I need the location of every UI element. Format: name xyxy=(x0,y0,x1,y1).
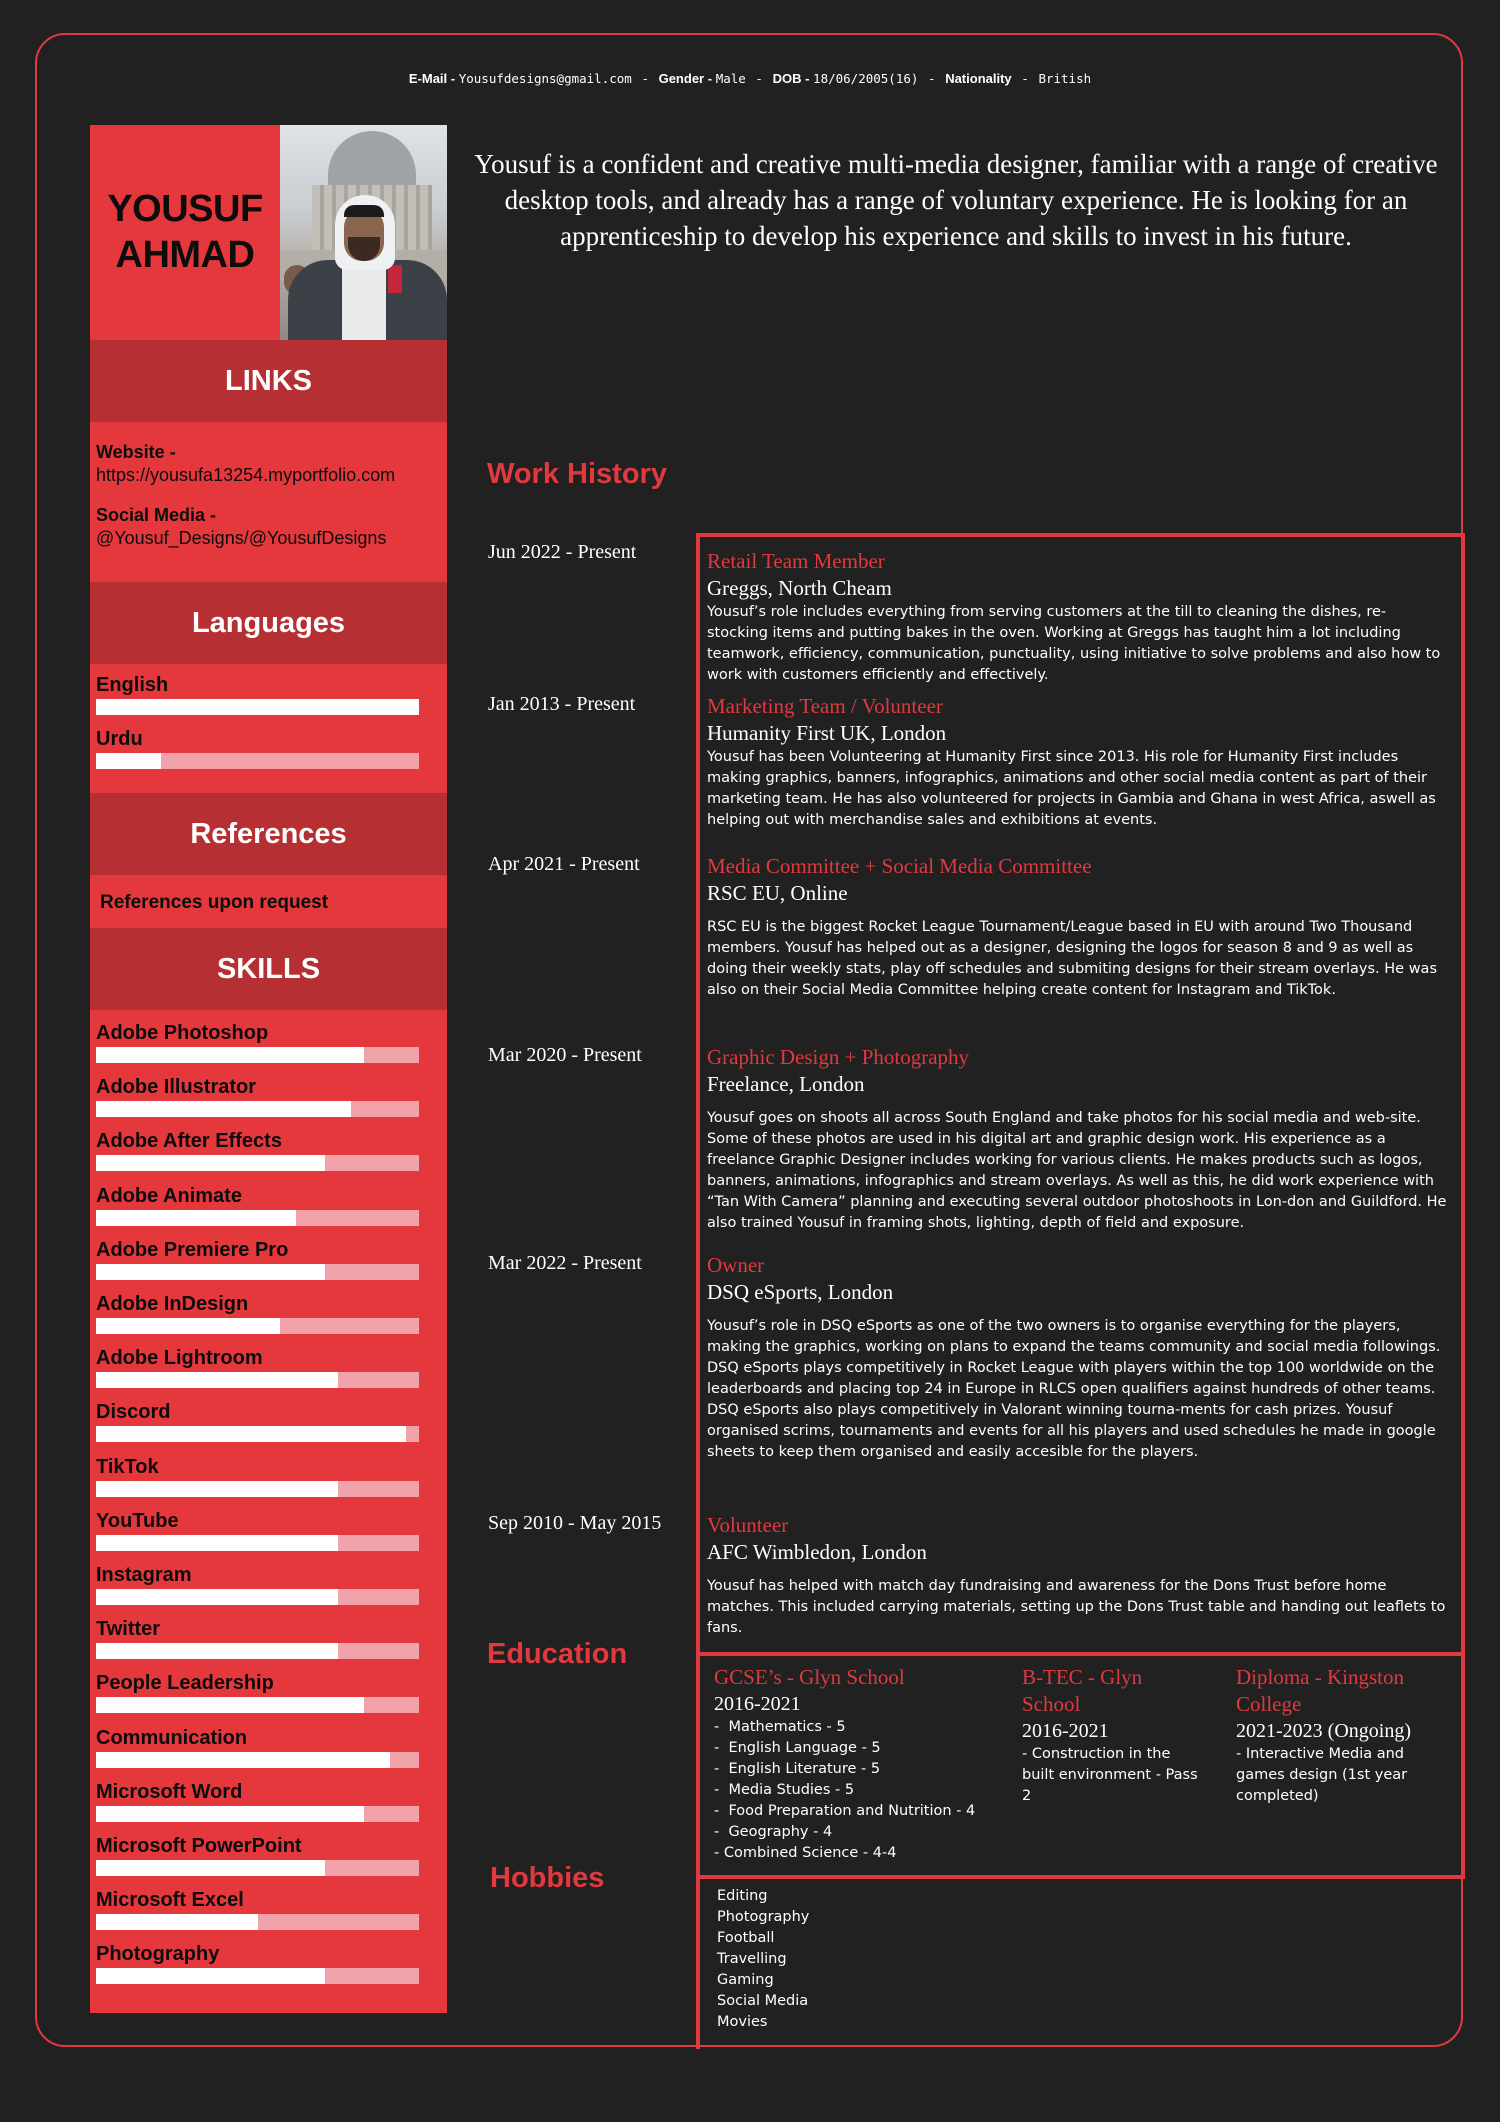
grade-item: - Combined Science - 4-4 xyxy=(714,1845,897,1861)
education-entry-desc: - Interactive Media and games design (1st year completed) xyxy=(1236,1746,1408,1804)
progress-track xyxy=(96,1752,419,1768)
bar-label: Discord xyxy=(96,1401,171,1424)
job-date: Mar 2022 - Present xyxy=(488,1252,642,1274)
separator: - xyxy=(641,71,649,86)
progress-fill xyxy=(96,1914,258,1930)
progress-track xyxy=(96,1589,419,1605)
progress-fill xyxy=(96,1806,364,1822)
bar-label: Adobe Lightroom xyxy=(96,1347,263,1370)
bar-label: Adobe Premiere Pro xyxy=(96,1238,289,1261)
skill-item xyxy=(96,1240,419,1280)
progress-fill xyxy=(96,1318,280,1334)
skill-item xyxy=(96,1728,419,1768)
website-block xyxy=(96,441,395,488)
job-entry xyxy=(707,1044,1447,1234)
education-entry-title: Diploma - Kingston College xyxy=(1236,1665,1404,1716)
progress-fill xyxy=(96,1372,338,1388)
job-role: Retail Team Member xyxy=(707,549,885,573)
job-desc: Yousuf has helped with match day fundraising and awareness for the Dons Trust before home matches. This included carrying materials, setting up the Dons Trust table and handing out leaflets to fans. xyxy=(707,1578,1446,1636)
education-entry-years: 2016-2021 xyxy=(714,1693,801,1715)
job-org: Freelance, London xyxy=(707,1072,865,1096)
sidebar xyxy=(90,125,447,2013)
skill-item xyxy=(96,1890,419,1930)
progress-fill xyxy=(96,1589,338,1605)
profile-photo xyxy=(280,125,447,340)
skill-item xyxy=(96,1782,419,1822)
education-entry-gcse xyxy=(714,1664,1014,1864)
progress-track xyxy=(96,1535,419,1551)
job-role: Owner xyxy=(707,1253,765,1277)
job-desc: Yousuf’s role in DSQ eSports as one of the two owners is to organise everything for the players, making the graphics, working on plans to expand the teams community and social media followings. DSQ eSports plays competitively in Rocket League with players within the top 100 worldwide on the leaderboards and placing top 24 in Europe in RLCS open qualifiers against hundreds of other teams. DSQ eSports also plays competitively in Valorant winning tourna-ments for cash prizes. Yousuf organised scrims, tournaments and events for all his players and used schedules he made in google sheets to keep them organised and easily accesible for the players. xyxy=(707,1318,1441,1460)
progress-fill xyxy=(96,1155,325,1171)
progress-fill xyxy=(96,1481,338,1497)
bar-label: People Leadership xyxy=(96,1672,274,1695)
grade-item: - English Literature - 5 xyxy=(714,1761,881,1777)
progress-track xyxy=(96,1968,419,1984)
social-handles[interactable]: @Yousuf_Designs/@YousufDesigns xyxy=(96,528,387,549)
hobby-item: Gaming xyxy=(717,1972,774,1988)
skill-item xyxy=(96,1131,419,1171)
hobbies-list xyxy=(717,1886,809,2033)
job-desc: Yousuf goes on shoots all across South England and take photos for his social media and web-site. Some of these photos are used in his digital art and graphic design work. His experience as a freelance Graphic Designer includes working for various clients. He makes products such as logos, banners, animations, infographics and stream overlays. As well as this, he did work experience with “Tan With Camera” planning and executing several outdoor photoshoots in Lon-don and Guildford. He also trained Yousuf in framing shots, lighting, depth of field and exposure. xyxy=(707,1110,1447,1231)
separator: - xyxy=(1021,71,1029,86)
skill-item xyxy=(96,1077,419,1117)
progress-track xyxy=(96,1318,419,1334)
bar-label: Adobe Animate xyxy=(96,1184,242,1207)
full-name xyxy=(107,187,262,278)
skill-item xyxy=(96,1348,419,1388)
skill-item xyxy=(96,1457,419,1497)
skill-item xyxy=(96,1619,419,1659)
education-entry-desc: - Construction in the built environment - Pass 2 xyxy=(1022,1746,1198,1804)
languages-heading: Languages xyxy=(90,582,447,664)
bar-label: Photography xyxy=(96,1943,220,1966)
education-entry-diploma xyxy=(1236,1664,1446,1807)
job-org: Greggs, North Cheam xyxy=(707,576,892,600)
job-org: Humanity First UK, London xyxy=(707,721,947,745)
contact-bar xyxy=(0,71,1500,86)
bar-label: Adobe Photoshop xyxy=(96,1022,269,1044)
job-org: DSQ eSports, London xyxy=(707,1280,894,1304)
progress-fill xyxy=(96,1752,390,1768)
social-label: Social Media - xyxy=(96,505,217,525)
skill-item xyxy=(96,1023,419,1063)
progress-fill xyxy=(96,1210,296,1226)
progress-track xyxy=(96,1697,419,1713)
progress-fill xyxy=(96,1101,351,1117)
progress-track xyxy=(96,1426,419,1442)
progress-track xyxy=(96,1155,419,1171)
links-heading: LINKS xyxy=(90,340,447,422)
progress-track xyxy=(96,1860,419,1876)
grade-item: - Geography - 4 xyxy=(714,1824,833,1840)
first-name: YOUSUF xyxy=(107,187,263,230)
bar-label: Microsoft PowerPoint xyxy=(96,1835,302,1857)
email-label: E-Mail - xyxy=(408,71,456,86)
bar-label: Instagram xyxy=(96,1564,192,1586)
progress-fill xyxy=(96,753,161,769)
job-role: Marketing Team / Volunteer xyxy=(707,694,943,718)
job-date: Jan 2013 - Present xyxy=(488,693,636,715)
progress-track xyxy=(96,1372,419,1388)
job-entry xyxy=(707,1252,1447,1463)
grade-item: - Mathematics - 5 xyxy=(714,1719,846,1735)
progress-track xyxy=(96,699,419,715)
hobby-item: Travelling xyxy=(717,1951,787,1967)
hobby-item: Football xyxy=(717,1930,775,1946)
job-date: Jun 2022 - Present xyxy=(488,541,637,563)
bar-label: Microsoft Excel xyxy=(96,1889,244,1912)
website-link[interactable]: https://yousufa13254.myportfolio.com xyxy=(96,465,396,486)
progress-track xyxy=(96,1047,419,1063)
progress-track xyxy=(96,1643,419,1659)
job-entry xyxy=(707,693,1447,831)
education-title: Education xyxy=(487,1638,628,1670)
hobbies-box xyxy=(696,1875,1465,2049)
nationality-label: Nationality xyxy=(945,71,1012,86)
skill-item xyxy=(96,1944,419,1984)
job-desc: Yousuf’s role includes everything from serving customers at the till to cleaning the dishes, re-stocking items and putting bakes in the oven. Working at Greggs has taught him a lot including teamwork, efficiency, communication, punctuality, using initiative to solve problems and also how to work with customers efficiently and effectively. xyxy=(707,604,1441,683)
bar-label: Urdu xyxy=(96,728,143,750)
name-block xyxy=(90,125,280,340)
skill-item xyxy=(96,1673,419,1713)
bar-label: TikTok xyxy=(96,1455,159,1478)
website-label: Website - xyxy=(96,442,176,462)
job-entry xyxy=(707,1512,1447,1639)
references-text: References upon request xyxy=(100,892,329,913)
skill-item xyxy=(96,1836,419,1876)
grade-item: - English Language - 5 xyxy=(714,1740,881,1756)
job-role: Graphic Design + Photography xyxy=(707,1045,970,1069)
progress-track xyxy=(96,1264,419,1280)
skills-heading: SKILLS xyxy=(90,928,447,1010)
education-entry-years: 2021-2023 (Ongoing) xyxy=(1236,1720,1411,1742)
progress-track xyxy=(96,1210,419,1226)
bar-label: Adobe Illustrator xyxy=(96,1076,257,1099)
job-desc: RSC EU is the biggest Rocket League Tournament/League based in EU with around Two Thousand members. Yousuf has helped out as a designer, designing the logos for season 8 and 9 as well as doing their weekly stats, play off schedules and submiting designs for their stream overlays. He was also on their Social Media Committee helping create content for Instagram and TikTok. xyxy=(707,919,1437,998)
gender-label: Gender - xyxy=(658,71,713,86)
skill-item xyxy=(96,1511,419,1551)
bar-label: Microsoft Word xyxy=(96,1780,243,1803)
progress-track xyxy=(96,1914,419,1930)
progress-track xyxy=(96,1481,419,1497)
separator: - xyxy=(755,71,763,86)
separator: - xyxy=(928,71,936,86)
dob-value: 18/06/2005(16) xyxy=(813,71,919,86)
progress-fill xyxy=(96,1860,325,1876)
job-role: Volunteer xyxy=(707,1513,789,1537)
progress-track xyxy=(96,1101,419,1117)
dob-label: DOB - xyxy=(772,71,810,86)
hobby-item: Photography xyxy=(717,1909,810,1925)
bar-label: Adobe InDesign xyxy=(96,1293,249,1315)
nationality-value: British xyxy=(1038,71,1092,86)
progress-track xyxy=(96,1806,419,1822)
profile-summary: Yousuf is a confident and creative multi-media designer, familiar with a range of creative desktop tools, and already has a range of voluntary experience. He is looking for an apprenticeship to develop his experience and skills to invest in his future. xyxy=(474,149,1438,251)
social-block xyxy=(96,504,386,551)
hobbies-title: Hobbies xyxy=(490,1862,605,1894)
bar-label: Adobe After Effects xyxy=(96,1130,282,1153)
grade-item: - Food Preparation and Nutrition - 4 xyxy=(714,1803,976,1819)
job-date: Apr 2021 - Present xyxy=(488,853,640,875)
progress-fill xyxy=(96,1264,325,1280)
job-desc: Yousuf has been Volunteering at Humanity First since 2013. His role for Humanity First includes making graphics, banners, infographics, animations and other social media content as part of their marketing team. He has also volunteered for projects in Gambia and Ghana in west Africa, aswell as helping out with merchandise sales and exhibitions at events. xyxy=(707,749,1436,828)
education-entry-title: B-TEC - Glyn School xyxy=(1022,1665,1143,1716)
progress-fill xyxy=(96,1535,338,1551)
skill-item xyxy=(96,1565,419,1605)
job-date: Sep 2010 - May 2015 xyxy=(488,1512,662,1534)
progress-track xyxy=(96,753,419,769)
skill-item xyxy=(96,1186,419,1226)
job-role: Media Committee + Social Media Committee xyxy=(707,854,1092,878)
education-entry-years: 2016-2021 xyxy=(1022,1720,1109,1742)
bar-label: YouTube xyxy=(96,1509,179,1532)
hobby-item: Social Media xyxy=(717,1993,809,2009)
progress-fill xyxy=(96,1426,406,1442)
skill-item xyxy=(96,1402,419,1442)
grade-item: - Media Studies - 5 xyxy=(714,1782,855,1798)
last-name: AHMAD xyxy=(115,233,255,276)
progress-fill xyxy=(96,699,419,715)
progress-fill xyxy=(96,1968,325,1984)
progress-fill xyxy=(96,1047,364,1063)
skill-item xyxy=(96,1294,419,1334)
hobby-item: Movies xyxy=(717,2014,768,2030)
gender-value: Male xyxy=(715,71,746,86)
bar-label: Twitter xyxy=(96,1618,161,1641)
language-item xyxy=(96,675,419,715)
job-entry xyxy=(707,548,1447,686)
email-value[interactable]: Yousufdesigns@gmail.com xyxy=(458,71,632,86)
education-entry-btec xyxy=(1022,1664,1202,1807)
language-item xyxy=(96,729,419,769)
bar-label: English xyxy=(96,674,169,696)
job-org: RSC EU, Online xyxy=(707,881,848,905)
bar-label: Communication xyxy=(96,1726,248,1749)
education-entry-title: GCSE’s - Glyn School xyxy=(714,1665,905,1689)
job-date: Mar 2020 - Present xyxy=(488,1044,642,1066)
progress-fill xyxy=(96,1643,338,1659)
job-entry xyxy=(707,853,1447,1001)
progress-fill xyxy=(96,1697,364,1713)
hobby-item: Editing xyxy=(717,1888,768,1904)
references-heading: References xyxy=(90,793,447,875)
work-history-title: Work History xyxy=(487,458,667,490)
job-org: AFC Wimbledon, London xyxy=(707,1540,927,1564)
